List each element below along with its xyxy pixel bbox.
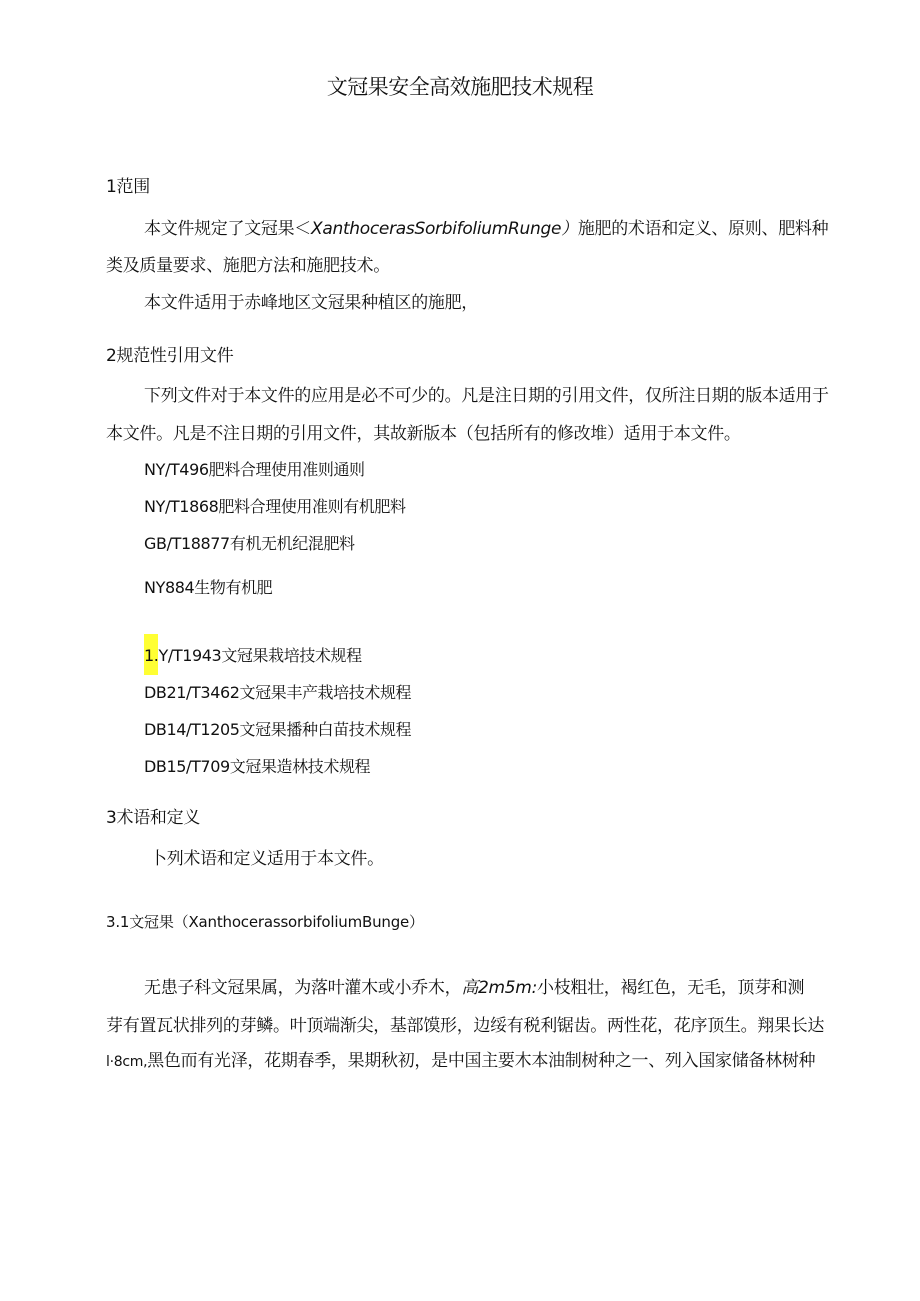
reference-item: DB21/T3462文冠果丰产栽培技术规程 [144, 683, 412, 702]
reference-text: Y/T1943文冠果栽培技术规程 [158, 646, 362, 665]
definition-line-2: 芽有置瓦状排列的芽鳞。叶顶端渐尖，基部馍形，边绥有税利锯齿。两性花，花序顶生。翔果长达 [106, 1016, 825, 1036]
reference-item [144, 645, 362, 667]
section-2-heading: 2规范性引用文件 [106, 346, 234, 366]
definition-italic-text: 高2m5m: [461, 978, 537, 998]
section-3-1-heading: 3.1文冠果（XanthocerassorbifoliumBunge） [106, 913, 424, 931]
definition-line-1 [144, 977, 804, 999]
reference-item: NY/T496肥料合理使用准则通则 [144, 460, 365, 479]
latin-name: XanthocerasSorbifoliumRunge） [311, 219, 578, 239]
reference-item: GB/T18877有机无机纪混肥料 [144, 534, 355, 553]
section-3-paragraph: 卜列术语和定义适用于本文件。 [150, 849, 384, 869]
definition-text: l·8cm, [106, 1054, 148, 1070]
definition-text: 无患子科文冠果属，为落叶灌木或小乔木， [144, 978, 462, 998]
section-1-paragraph-1-line-2: 类及质量要求、施肥方法和施肥技术。 [106, 256, 390, 276]
section-1-text: 施肥的术语和定义、原则、肥料种 [577, 219, 829, 239]
document-title: 文冠果安全高效施肥技术规程 [326, 75, 594, 99]
reference-item: NY884生物有机肥 [144, 578, 273, 597]
section-3-heading: 3术语和定义 [106, 808, 201, 828]
section-2-paragraph-line-1: 下列文件对于本文件的应用是必不可少的。凡是注日期的引用文件，仅所注日期的版本适用于 [144, 386, 829, 406]
definition-text: 小枝粗壮，褐红色，无毛，顶芽和测 [537, 978, 805, 998]
section-2-paragraph-line-2: 本文件。凡是不注日期的引用文件，其故新版本（包括所有的修改堆）适用于本文件。 [106, 424, 741, 444]
highlight-mark: 1. [144, 634, 158, 675]
reference-item: NY/T1868肥料合理使用准则有机肥料 [144, 497, 406, 516]
definition-text: 黑色而有光泽，花期春季，果期秋初，是中国主要木本油制树种之一、列入国家储备林树种 [147, 1051, 816, 1071]
section-1-paragraph-2: 本文件适用于赤峰地区文冠果种植区的施肥， [144, 293, 478, 313]
section-1-paragraph-1-line-1 [144, 218, 828, 240]
definition-line-3 [106, 1050, 815, 1073]
section-1-heading: 1范围 [106, 177, 150, 197]
section-1-text: 本文件规定了文冠果＜ [144, 219, 311, 239]
reference-item: DB14/T1205文冠果播种白苗技术规程 [144, 720, 412, 739]
reference-item: DB15/T709文冠果造林技术规程 [144, 757, 371, 776]
